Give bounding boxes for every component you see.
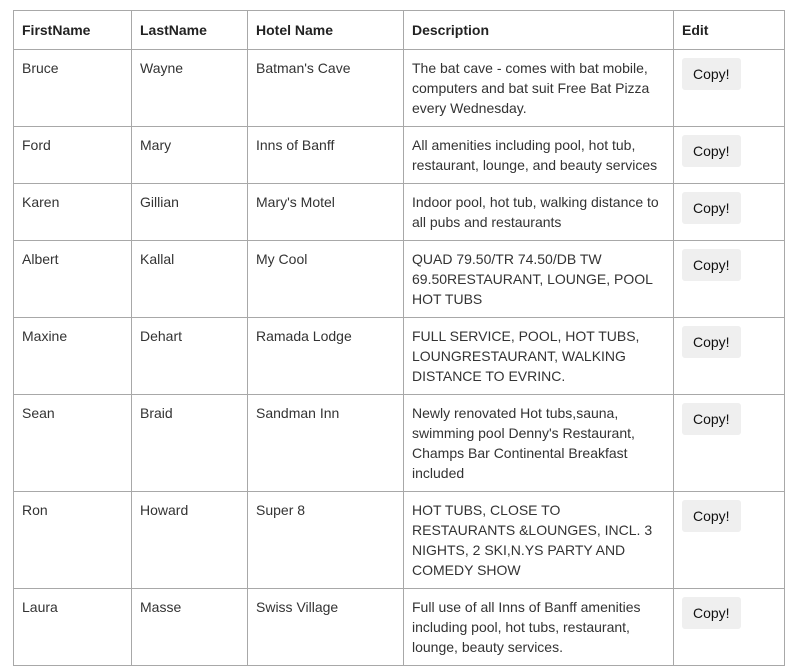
cell-hotel-name: Swiss Village	[248, 589, 404, 666]
table-row	[14, 127, 785, 184]
cell-firstname: Maxine	[14, 318, 132, 395]
copy-button[interactable]: Copy!	[682, 403, 741, 435]
table-row	[14, 50, 785, 127]
copy-button[interactable]: Copy!	[682, 192, 741, 224]
cell-description: HOT TUBS, CLOSE TO RESTAURANTS &LOUNGES, INCL. 3 NIGHTS, 2 SKI,N.YS PARTY AND COMEDY SHOW	[404, 492, 674, 589]
cell-firstname: Ford	[14, 127, 132, 184]
cell-description: The bat cave - comes with bat mobile, computers and bat suit Free Bat Pizza every Wednesday.	[404, 50, 674, 127]
cell-description: QUAD 79.50/TR 74.50/DB TW 69.50RESTAURANT, LOUNGE, POOL HOT TUBS	[404, 241, 674, 318]
cell-edit	[674, 395, 785, 492]
cell-firstname: Karen	[14, 184, 132, 241]
cell-hotel-name: Mary's Motel	[248, 184, 404, 241]
copy-button[interactable]: Copy!	[682, 500, 741, 532]
cell-hotel-name: My Cool	[248, 241, 404, 318]
cell-lastname: Howard	[132, 492, 248, 589]
cell-hotel-name: Ramada Lodge	[248, 318, 404, 395]
copy-button[interactable]: Copy!	[682, 58, 741, 90]
cell-hotel-name: Batman's Cave	[248, 50, 404, 127]
table-row	[14, 318, 785, 395]
cell-firstname: Ron	[14, 492, 132, 589]
cell-description: Newly renovated Hot tubs,sauna, swimming pool Denny's Restaurant, Champs Bar Continental Breakfast included	[404, 395, 674, 492]
cell-hotel-name: Inns of Banff	[248, 127, 404, 184]
table-row	[14, 184, 785, 241]
cell-edit	[674, 184, 785, 241]
cell-description: Full use of all Inns of Banff amenities including pool, hot tubs, restaurant, lounge, beauty services.	[404, 589, 674, 666]
copy-button[interactable]: Copy!	[682, 135, 741, 167]
column-header-edit: Edit	[674, 11, 785, 50]
cell-lastname: Kallal	[132, 241, 248, 318]
column-header-lastname: LastName	[132, 11, 248, 50]
column-header-hotel-name: Hotel Name	[248, 11, 404, 50]
column-header-firstname: FirstName	[14, 11, 132, 50]
table-row	[14, 241, 785, 318]
header-row	[14, 11, 785, 50]
table-row	[14, 492, 785, 589]
cell-lastname: Mary	[132, 127, 248, 184]
copy-button[interactable]: Copy!	[682, 326, 741, 358]
cell-edit	[674, 492, 785, 589]
cell-lastname: Gillian	[132, 184, 248, 241]
cell-firstname: Albert	[14, 241, 132, 318]
cell-edit	[674, 318, 785, 395]
cell-description: FULL SERVICE, POOL, HOT TUBS, LOUNGRESTAURANT, WALKING DISTANCE TO EVRINC.	[404, 318, 674, 395]
cell-firstname: Sean	[14, 395, 132, 492]
cell-description: All amenities including pool, hot tub, restaurant, lounge, and beauty services	[404, 127, 674, 184]
cell-description: Indoor pool, hot tub, walking distance to all pubs and restaurants	[404, 184, 674, 241]
cell-firstname: Laura	[14, 589, 132, 666]
hotel-table	[13, 10, 785, 666]
cell-edit	[674, 50, 785, 127]
cell-firstname: Bruce	[14, 50, 132, 127]
cell-hotel-name: Super 8	[248, 492, 404, 589]
cell-lastname: Masse	[132, 589, 248, 666]
copy-button[interactable]: Copy!	[682, 249, 741, 281]
table-row	[14, 589, 785, 666]
cell-edit	[674, 127, 785, 184]
cell-lastname: Dehart	[132, 318, 248, 395]
cell-hotel-name: Sandman Inn	[248, 395, 404, 492]
cell-edit	[674, 241, 785, 318]
table-row	[14, 395, 785, 492]
cell-lastname: Braid	[132, 395, 248, 492]
column-header-description: Description	[404, 11, 674, 50]
cell-lastname: Wayne	[132, 50, 248, 127]
copy-button[interactable]: Copy!	[682, 597, 741, 629]
cell-edit	[674, 589, 785, 666]
